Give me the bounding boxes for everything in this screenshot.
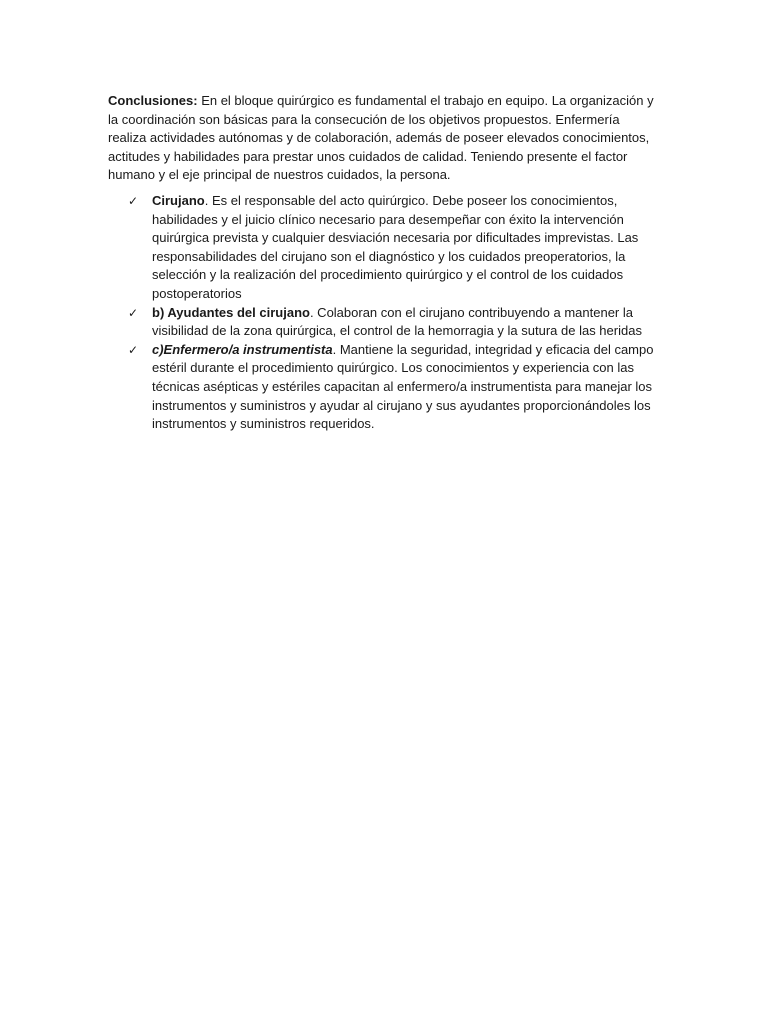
list-item-text: . Es el responsable del acto quirúrgico. Debe poseer los conocimientos, habilidades y el juicio clínico necesario para desempeñar con éxito la intervención quirúrgica prevista y cualquier desviación necesaria por dificultades imprevistas. Las responsabilidades del cirujano son el diagnóstico y los cuidados preoperatorios, la selección y la realización del procedimiento quirúrgico y el control de los cuidados postoperatorios [152, 192, 639, 301]
list-item-instrumentista [128, 341, 656, 434]
roles-list [108, 192, 656, 434]
checkmark-icon: ✓ [128, 305, 139, 320]
list-item-text: . Mantiene la seguridad, integridad y eficacia del campo estéril durante el procedimiento quirúrgico. Los conocimientos y experiencia con las técnicas asépticas y estériles capacitan al enfermero/a instrumentista para manejar los instrumentos y suministros y ayudar al cirujano y sus ayudantes proporcionándoles los instrumentos y suministros requeridos. [152, 341, 654, 432]
list-item-term: Cirujano [152, 192, 205, 208]
list-item-term: b) Ayudantes del cirujano [152, 304, 310, 320]
checkmark-icon: ✓ [128, 342, 139, 357]
checkmark-icon: ✓ [128, 193, 139, 208]
conclusions-paragraph [108, 92, 656, 185]
list-item-text: . Colaboran con el cirujano contribuyendo a mantener la visibilidad de la zona quirúrgica, el control de la hemorragia y la sutura de las heridas [152, 304, 642, 339]
conclusions-text: En el bloque quirúrgico es fundamental el trabajo en equipo. La organización y la coordinación son básicas para la consecución de los objetivos propuestos. Enfermería realiza actividades autónomas y de colaboración, además de poseer elevados conocimientos, actitudes y habilidades para prestar unos cuidados de calidad. Teniendo presente el factor humano y el eje principal de nuestros cuidados, la persona. [108, 93, 654, 183]
document-body [108, 92, 656, 434]
list-item-term: c)Enfermero/a instrumentista [152, 341, 333, 357]
list-item-ayudantes [128, 304, 656, 341]
conclusions-heading: Conclusiones: [108, 93, 198, 108]
list-item-cirujano [128, 192, 656, 304]
